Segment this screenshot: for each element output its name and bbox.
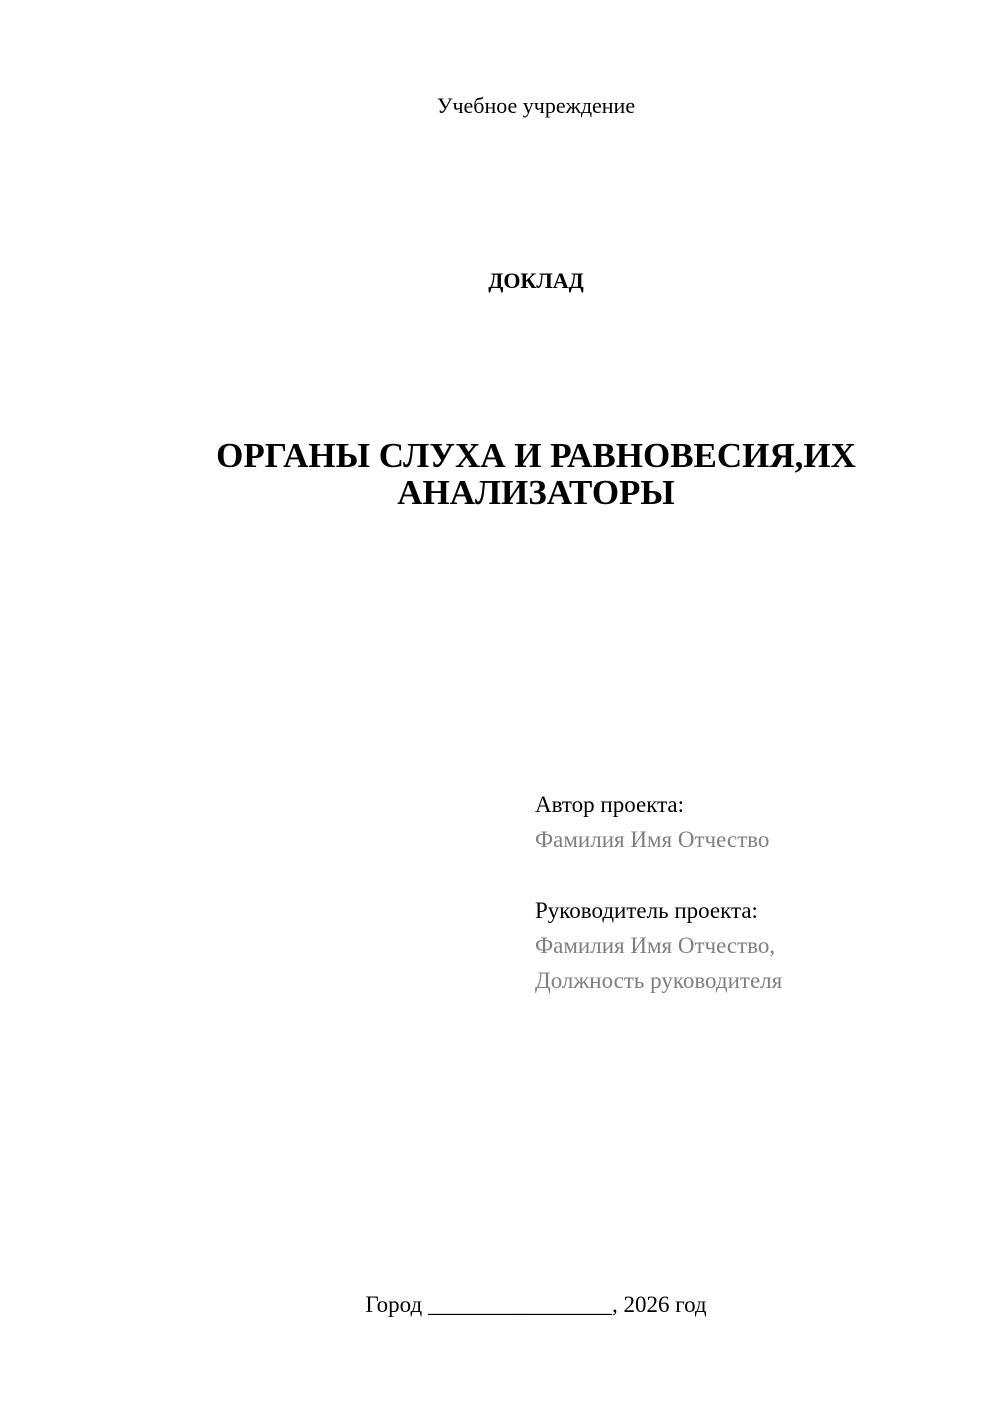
credits-spacer <box>535 857 975 893</box>
credits-block <box>535 787 975 998</box>
report-title <box>150 437 922 511</box>
supervisor-position: Должность руководителя <box>535 968 783 993</box>
city-year-line: Город ________________, 2026 год <box>365 1292 707 1317</box>
report-title-line-2: АНАЛИЗАТОРЫ <box>397 473 675 512</box>
author-label: Автор проекта: <box>535 792 684 817</box>
institution-name: Учебное учреждение <box>436 93 636 118</box>
author-name: Фамилия Имя Отчество <box>535 827 770 852</box>
document-type: ДОКЛАД <box>488 268 584 293</box>
report-title-line-1: ОРГАНЫ СЛУХА И РАВНОВЕСИЯ,ИХ <box>216 436 856 475</box>
supervisor-name: Фамилия Имя Отчество, <box>535 933 776 958</box>
supervisor-label: Руководитель проекта: <box>535 898 758 923</box>
